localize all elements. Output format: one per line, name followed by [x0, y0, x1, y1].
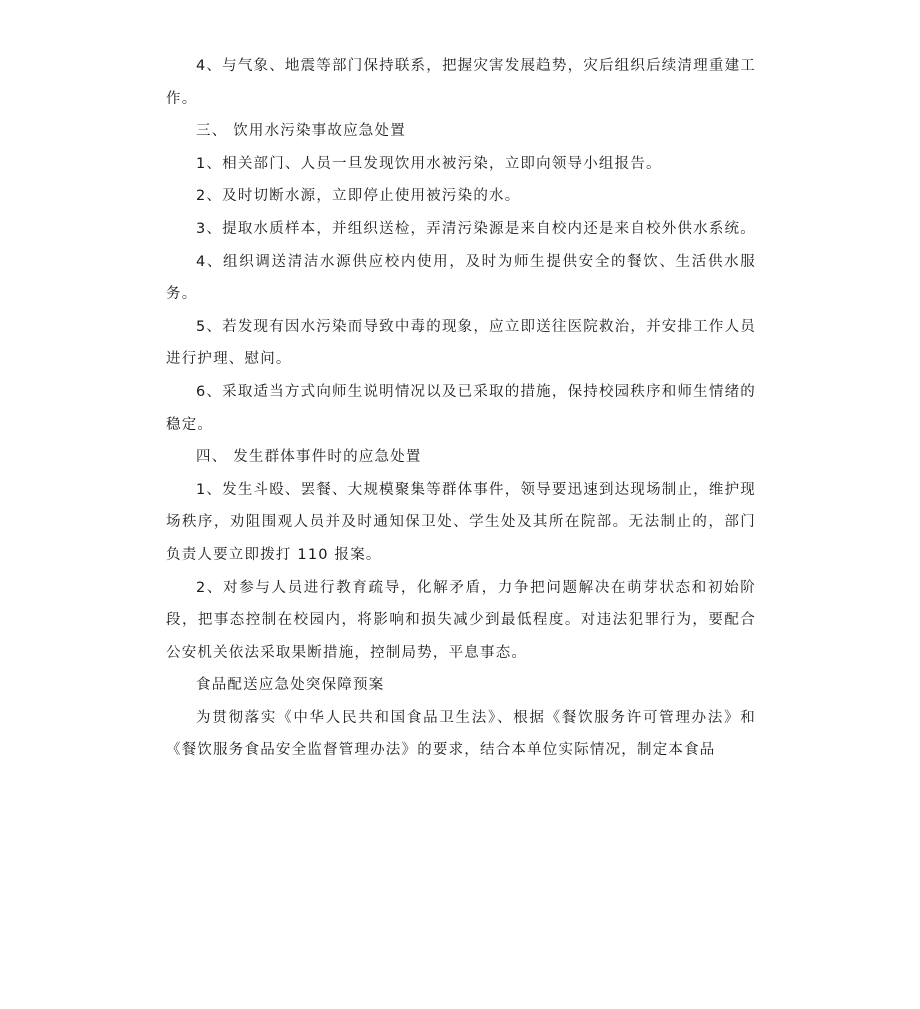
paragraph-water-item-3: 3、提取水质样本，并组织送检，弄清污染源是来自校内还是来自校外供水系统。	[196, 220, 756, 237]
paragraph-water-item-4: 4、组织调送清洁水源供应校内使用，及时为师生提供安全的餐饮、生活供水服务。	[166, 253, 756, 303]
paragraph-water-item-2: 2、及时切断水源，立即停止使用被污染的水。	[196, 188, 521, 205]
section-heading-food-delivery-plan: 食品配送应急处突保障预案	[196, 677, 385, 694]
paragraph-water-item-5: 5、若发现有因水污染而导致中毒的现象，应立即送往医院救治，并安排工作人员进行护理、慰问。	[166, 318, 756, 368]
paragraph-group-item-1: 1、发生斗殴、罢餐、大规模聚集等群体事件，领导要迅速到达现场制止，维护现场秩序，劝阻围观人员并及时通知保卫处、学生处及其所在院部。无法制止的，部门负责人要立即拨打 110 报案。	[166, 481, 756, 563]
section-heading-group-incidents: 四、 发生群体事件时的应急处置	[196, 449, 422, 466]
document-page	[166, 50, 756, 767]
paragraph-disaster-item-4: 4、与气象、地震等部门保持联系，把握灾害发展趋势，灾后组织后续清理重建工作。	[166, 58, 756, 107]
paragraph-water-item-1: 1、相关部门、人员一旦发现饮用水被污染，立即向领导小组报告。	[196, 155, 662, 172]
paragraph-food-plan-intro: 为贯彻落实《中华人民共和国食品卫生法》、根据《餐饮服务许可管理办法》和《餐饮服务食品安全监督管理办法》的要求，结合本单位实际情况，制定本食品	[166, 709, 756, 759]
paragraph-group-item-2: 2、对参与人员进行教育疏导，化解矛盾，力争把问题解决在萌芽状态和初始阶段，把事态控制在校园内，将影响和损失减少到最低程度。对违法犯罪行为，要配合公安机关依法采取果断措施，控制局势，平息事态。	[166, 579, 756, 661]
paragraph-water-item-6: 6、采取适当方式向师生说明情况以及已采取的措施，保持校园秩序和师生情绪的稳定。	[166, 383, 756, 433]
section-heading-water-pollution: 三、 饮用水污染事故应急处置	[196, 123, 406, 140]
